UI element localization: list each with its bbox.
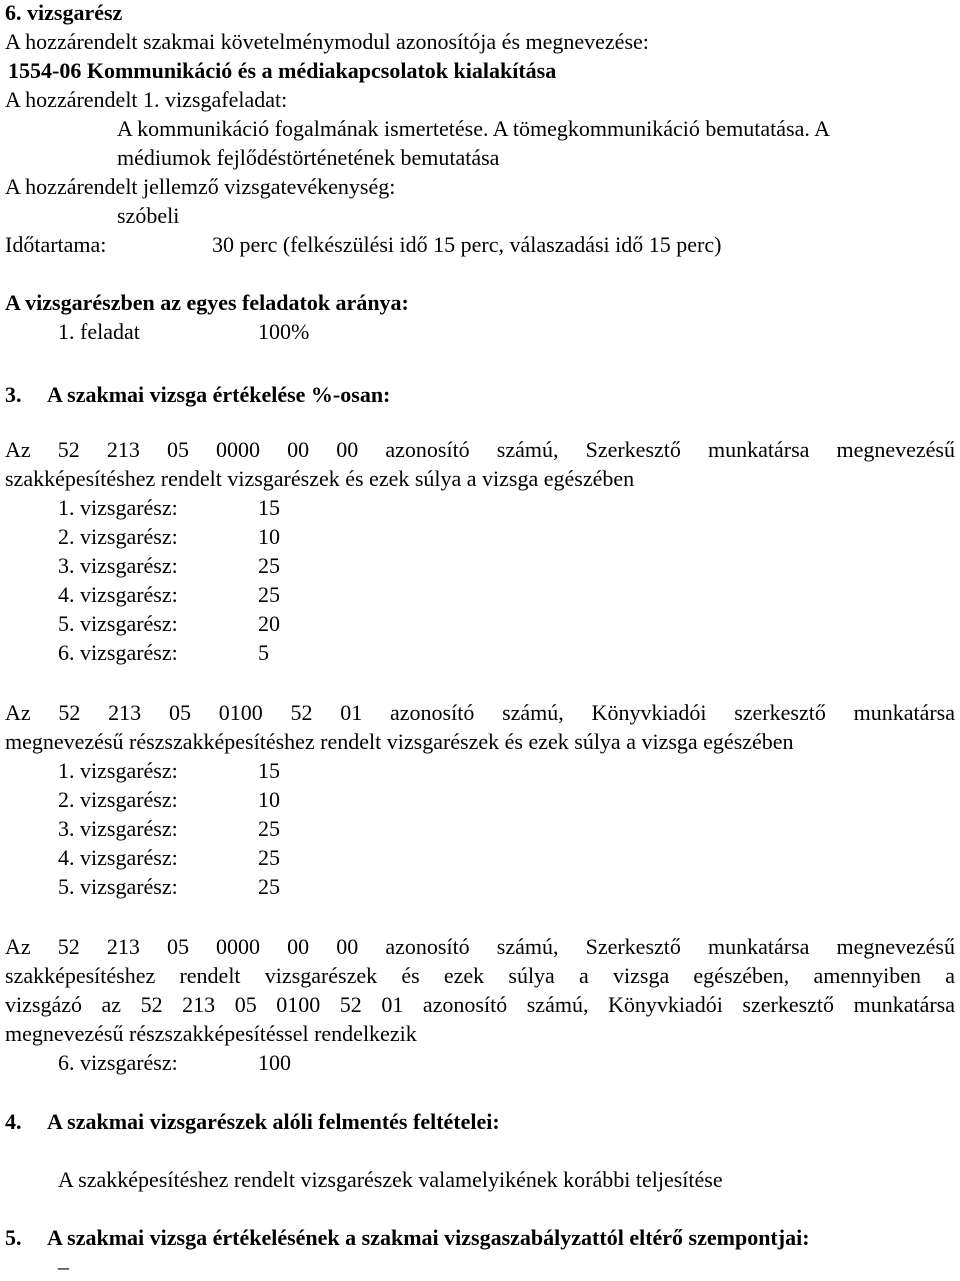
list-item-label: 6. vizsgarész: — [58, 1050, 178, 1075]
ratio-task: 1. feladat — [58, 319, 140, 344]
list-item-value: 25 — [258, 553, 280, 578]
duration-value: 30 perc (felkészülési idő 15 perc, válaszadási idő 15 perc) — [212, 232, 722, 257]
task-line-2: médiumok fejlődéstörténetének bemutatása — [117, 145, 500, 170]
section-4-title: A szakmai vizsgarészek alóli felmentés feltételei: — [47, 1109, 500, 1134]
paragraph-2-line-1: Az 52 213 05 0100 52 01 azonosító számú, Könyvkiadói szerkesztő munkatársa — [5, 700, 955, 725]
section-3-heading — [5, 380, 390, 409]
section-3-title: A szakmai vizsga értékelése %-osan: — [47, 382, 391, 407]
paragraph-3-line-1: Az 52 213 05 0000 00 00 azonosító számú, Szerkesztő munkatársa megnevezésű — [5, 934, 955, 959]
ratio-value: 100% — [258, 319, 310, 344]
list-item-label: 2. vizsgarész: — [58, 524, 178, 549]
module-label: A hozzárendelt szakmai követelménymodul azonosítója és megnevezése: — [5, 29, 649, 54]
list-item-label: 3. vizsgarész: — [58, 816, 178, 841]
paragraph-2-line-2: megnevezésű részszakképesítéshez rendelt vizsgarészek és ezek súlya a vizsga egészében — [5, 729, 794, 754]
list-item — [58, 756, 280, 785]
section-3-number: 3. — [5, 382, 22, 407]
activity-label: A hozzárendelt jellemző vizsgatevékenység: — [5, 174, 396, 199]
paragraph-3-line-2: szakképesítéshez rendelt vizsgarészek és ezek súlya a vizsga egészében, amennyiben a — [5, 963, 955, 988]
ratio-heading: A vizsgarészben az egyes feladatok aránya: — [5, 290, 409, 315]
task-label: A hozzárendelt 1. vizsgafeladat: — [5, 87, 288, 112]
list-item-label: 4. vizsgarész: — [58, 582, 178, 607]
list-item-value: 15 — [258, 758, 280, 783]
list-item-label: 6. vizsgarész: — [58, 640, 178, 665]
list-item-label: 1. vizsgarész: — [58, 495, 178, 520]
list-item — [58, 522, 280, 551]
list-item — [58, 785, 280, 814]
list-item — [58, 814, 280, 843]
list-item — [58, 493, 280, 522]
list-item-value: 15 — [258, 495, 280, 520]
list-item-value: 25 — [258, 845, 280, 870]
paragraph-3-line-3: vizsgázó az 52 213 05 0100 52 01 azonosító számú, Könyvkiadói szerkesztő munkatársa — [5, 992, 955, 1017]
list-item-label: 3. vizsgarész: — [58, 553, 178, 578]
list-item-value: 10 — [258, 524, 280, 549]
list-item-label: 5. vizsgarész: — [58, 874, 178, 899]
list-item — [58, 551, 280, 580]
list-item — [58, 580, 280, 609]
section-5-body: – — [58, 1254, 69, 1279]
module-name: 1554-06 Kommunikáció és a médiakapcsolatok kialakítása — [8, 58, 557, 83]
section-5-title: A szakmai vizsga értékelésének a szakmai vizsgaszabályzattól eltérő szempontjai: — [47, 1225, 810, 1250]
list-item — [58, 1048, 291, 1077]
list-item-value: 10 — [258, 787, 280, 812]
paragraph-1-line-2: szakképesítéshez rendelt vizsgarészek és ezek súlya a vizsga egészében — [5, 466, 635, 491]
list-item-label: 4. vizsgarész: — [58, 845, 178, 870]
section-4-number: 4. — [5, 1109, 22, 1134]
section-6-heading: 6. vizsgarész — [5, 0, 123, 25]
task-line-1: A kommunikáció fogalmának ismertetése. A tömegkommunikáció bemutatása. A — [117, 116, 831, 141]
section-4-heading — [5, 1107, 500, 1136]
list-item — [58, 609, 280, 638]
section-5-number: 5. — [5, 1225, 22, 1250]
list-item-value: 100 — [258, 1050, 291, 1075]
section-4-body: A szakképesítéshez rendelt vizsgarészek valamelyikének korábbi teljesítése — [58, 1167, 723, 1192]
list-item-value: 25 — [258, 582, 280, 607]
paragraph-3-line-4: megnevezésű részszakképesítéssel rendelkezik — [5, 1021, 417, 1046]
section-5-heading — [5, 1223, 810, 1252]
activity-value: szóbeli — [117, 203, 180, 228]
list-item-value: 25 — [258, 816, 280, 841]
list-item — [58, 638, 269, 667]
list-item-label: 2. vizsgarész: — [58, 787, 178, 812]
list-item-value: 20 — [258, 611, 280, 636]
list-item-label: 1. vizsgarész: — [58, 758, 178, 783]
list-item — [58, 843, 280, 872]
paragraph-1-line-1: Az 52 213 05 0000 00 00 azonosító számú, Szerkesztő munkatársa megnevezésű — [5, 437, 955, 462]
duration-label: Időtartama: — [5, 232, 107, 257]
list-item — [58, 872, 280, 901]
list-item-value: 25 — [258, 874, 280, 899]
list-item-label: 5. vizsgarész: — [58, 611, 178, 636]
list-item-value: 5 — [258, 640, 269, 665]
